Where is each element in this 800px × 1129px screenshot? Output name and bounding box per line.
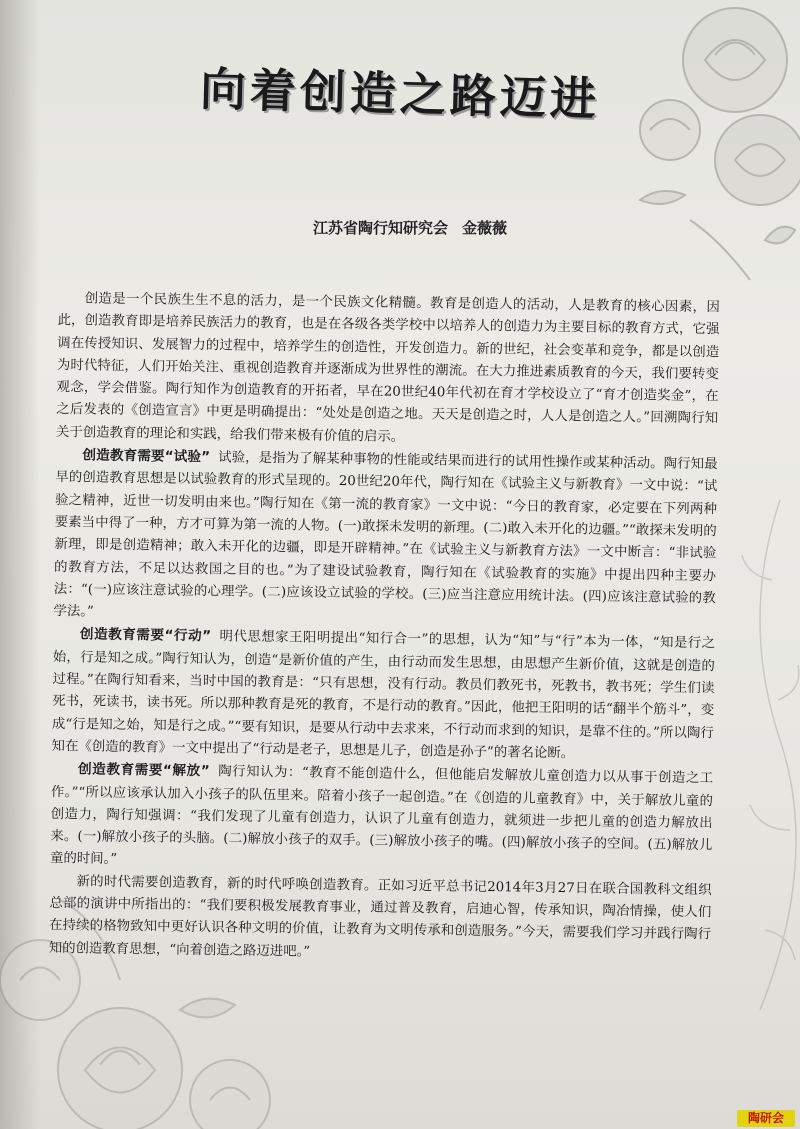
intro-paragraph: 创造是一个民族生生不息的活力，是一个民族文化精髓。教育是创造人的活动，人是教育的核心因素，因此，创造教育即是培养民族活力的教育，也是在各级各类学校中以培养人的创造力为主要目标的教育方式，它强调在传授知识、发展智力的过程中，培养学生的创造性，开发创造力。新的世纪，社会变革和竞争，都是以创造为时代特征，人们开始关注、重视创造教育并逐渐成为世界性的潮流。在大力推进素质教育的今天，我们要转变观念，学会借鉴。陶行知作为创造教育的开拓者，早在20世纪40年代初在育才学校设立了“育才创造奖金”，在之后发表的《创造宣言》中更是明确提出：“处处是创造之地。天天是创造之时，人人是创造之人。”回溯陶行知关于创造教育的理论和实践，给我们带来极有价值的启示。 bbox=[55, 291, 720, 445]
section-heading-liberation: 创造教育需要“解放” bbox=[77, 761, 210, 780]
rose-decoration-top-right bbox=[520, 0, 800, 300]
section-paragraph-experiment bbox=[53, 444, 717, 633]
section-heading-action: 创造教育需要“行动” bbox=[79, 626, 212, 645]
section-paragraph-liberation bbox=[50, 758, 714, 880]
article-body bbox=[49, 288, 720, 969]
author-name: 金薇薇 bbox=[462, 219, 508, 237]
section-paragraph-action bbox=[51, 623, 715, 767]
author-organization: 江苏省陶行知研究会 bbox=[312, 219, 448, 237]
conclusion-paragraph: 新的时代需要创造教育，新的时代呼唤创造教育。正如习近平总书记2014年3月27日在联合国教科文组织总部的演讲中所指出的：“我们要积极发展教育事业，通过普及教育，启迪心智，传承知识，陶冶情操，使人们在持续的格物致知中更好认识各种文明的价值，让教育为文明传承和创造服务。”今天，需要我们学习并践行陶行知的创造教育思想，“向着创造之路迈进吧。” bbox=[48, 874, 712, 960]
section-text-experiment: 试验，是指为了解某种事物的性能或结果而进行的试用性操作或某种活动。陶行知最早的创造教育思想是以试验教育的形式呈现的。20世纪20年代，陶行知在《试验主义与新教育》一文中说：“试验之精神，近世一切发明由来也。”陶行知在《第一流的教育家》一文中说：“今日的教育家，必定要在下列两种要素当中得了一种，方才可算为第一流的人物。(一)敢探未发明的新理。(二)敢入未开化的边疆。”“敢探未发明的新理，即是创造精神；敢入未开化的边疆，即是开辟精神。”在《试验主义与新教育方法》一文中断言：“非试验的教育方法，不足以达救国之目的也。”为了建设试验教育，陶行知在《试验教育的实施》中提出四种主要办法：“(一)应该注意试验的心理学。(二)应该设立试验的学校。(三)应当注意应用统计法。(四)应该注意试验的教学法。” bbox=[53, 450, 718, 620]
section-text-action: 明代思想家王阳明提出“知行合一”的思想，认为“知”与“行”本为一体，“知是行之始，行是知之成。”陶行知认为，创造“是新价值的产生，由行动而发生思想，由思想产生新价值，这就是创造的过程。”在陶行知看来，当时中国的教育是：“只有思想，没有行动。教员们教死书，死教书，教书死；学生们读死书，死读书，读书死。所以那种教育是死的教育，不是行动的教育。”因此，他把王阳明的话“翻半个筋斗”，变成“行是知之始，知是行之成。”“要有知识，是要从行动中去求来，不行动而求到的知识，是靠不住的。”所以陶行知在《创造的教育》一文中提出了“行动是老子，思想是儿子，创造是孙子”的著名论断。 bbox=[51, 629, 716, 762]
watermark-badge: 陶研会 bbox=[737, 1110, 795, 1127]
article-title: 向着创造之路迈进 bbox=[199, 61, 601, 127]
author-byline bbox=[270, 217, 550, 238]
section-text-liberation: 陶行知认为：“教育不能创造什么，但他能启发解放儿童创造力以从事于创造之工作。”“所以应该承认加入小孩子的队伍里来。陪着小孩子一起创造。”在《创造的儿童教育》中，关于解放儿童的创造力，陶行知强调：“我们发现了儿童有创造力，认识了儿童有创造力，就须进一步把儿童的创造力解放出来。(一)解放小孩子的头脑。(二)解放小孩子的双手。(三)解放小孩子的嘴。(四)解放小孩子的空间。(五)解放儿童的时间。” bbox=[49, 764, 714, 868]
section-heading-experiment: 创造教育需要“试验” bbox=[82, 447, 211, 466]
